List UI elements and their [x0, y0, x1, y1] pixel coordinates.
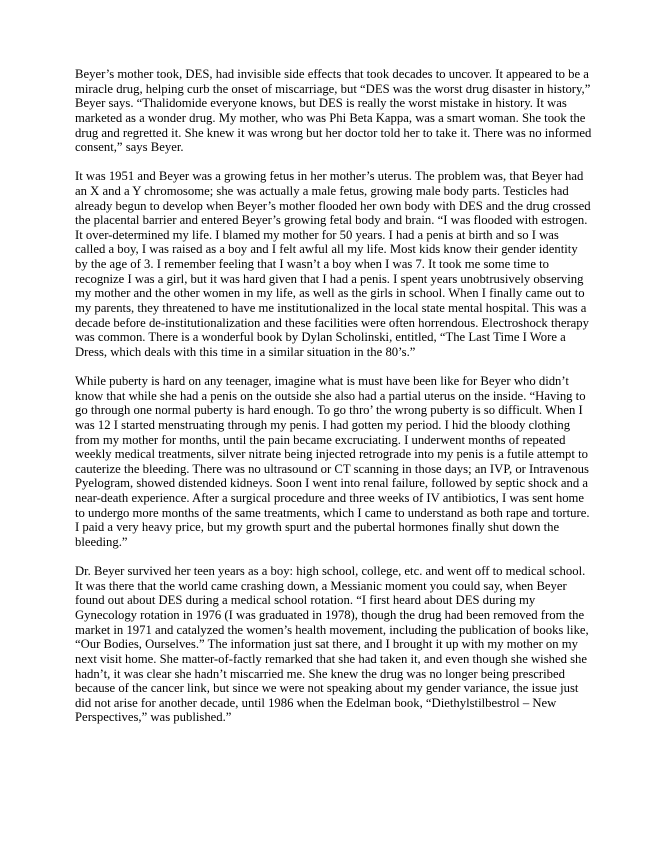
paragraph-2: It was 1951 and Beyer was a growing fetus in her mother’s uterus. The problem was, that Beyer had an X and a Y chromosome; she was actually a male fetus, growing male body parts. Testicles had already begun to develop when Beyer’s mother flooded her own body with DES and the drug crossed the placental barrier and entered Beyer’s growing fetal body and brain. “I was flooded with estrogen. It over-determined my life. I blamed my mother for 50 years. I had a penis at birth and so I was called a boy, I was raised as a boy and I felt awful all my life. Most kids know their gender identity by the age of 3. I remember feeling that I wasn’t a boy when I was 7. It took me some time to recognize I was a girl, but it was hard given that I had a penis. I spent years unobtrusively observing my mother and the other women in my life, as well as the girls in school. When I finally came out to my parents, they threatened to have me institutionalized in the local state mental hospital. This was a decade before de-institutionalization and these facilities were often horrendous. Electroshock therapy was common. There is a wonderful book by Dylan Scholinski, entitled, “The Last Time I Wore a Dress, which deals with this time in a similar situation in the 80’s.” — [75, 169, 591, 359]
paragraph-3: While puberty is hard on any teenager, imagine what is must have been like for Beyer who didn’t know that while she had a penis on the outside she also had a partial uterus on the inside. “Having to go through one normal puberty is hard enough. To go thro’ the wrong puberty is so difficult. When I was 12 I started menstruating through my penis. I had gotten my period. I hid the bloody clothing from my mother for months, until the pain became excruciating. I underwent months of repeated weekly medical treatments, silver nitrate being injected retrograde into my penis is a futile attempt to cauterize the bleeding. There was no ultrasound or CT scanning in those days; an IVP, or Intravenous Pyelogram, showed distended kidneys. Soon I went into renal failure, followed by septic shock and a near-death experience. After a surgical procedure and three weeks of IV antibiotics, I was sent home to undergo more months of the same treatments, which I came to understand as both rape and torture. I paid a very heavy price, but my growth spurt and the pubertal hormones finally shut down the bleeding.” — [75, 374, 590, 549]
document-body — [75, 67, 592, 725]
paragraph-4: Dr. Beyer survived her teen years as a boy: high school, college, etc. and went off to medical school. It was there that the world came crashing down, a Messianic moment you could say, when Beyer found out about DES during a medical school rotation. “I first heard about DES during my Gynecology rotation in 1976 (I was graduated in 1978), though the drug had been removed from the market in 1971 and catalyzed the women’s health movement, including the publication of books like, “Our Bodies, Ourselves.” The information just sat there, and I brought it up with my mother on my next visit home. She matter-of-factly remarked that she had taken it, and even though she wished she hadn’t, it was clear she hadn’t miscarried me. She knew the drug was no longer being prescribed because of the cancer link, but since we were not speaking about my gender variance, the issue just did not arise for another decade, until 1986 when the Edelman book, “Diethylstilbestrol – New Perspectives,” was published.” — [75, 564, 589, 725]
paragraph-1: Beyer’s mother took, DES, had invisible side effects that took decades to uncover. It appeared to be a miracle drug, helping curb the onset of miscarriage, but “DES was the worst drug disaster in history,” Beyer says. “Thalidomide everyone knows, but DES is really the worst mistake in history. It was marketed as a wonder drug. My mother, who was Phi Beta Kappa, was a smart woman. She took the drug and regretted it. She knew it was wrong but her doctor told her to take it. There was no informed consent,” says Beyer. — [75, 67, 592, 155]
